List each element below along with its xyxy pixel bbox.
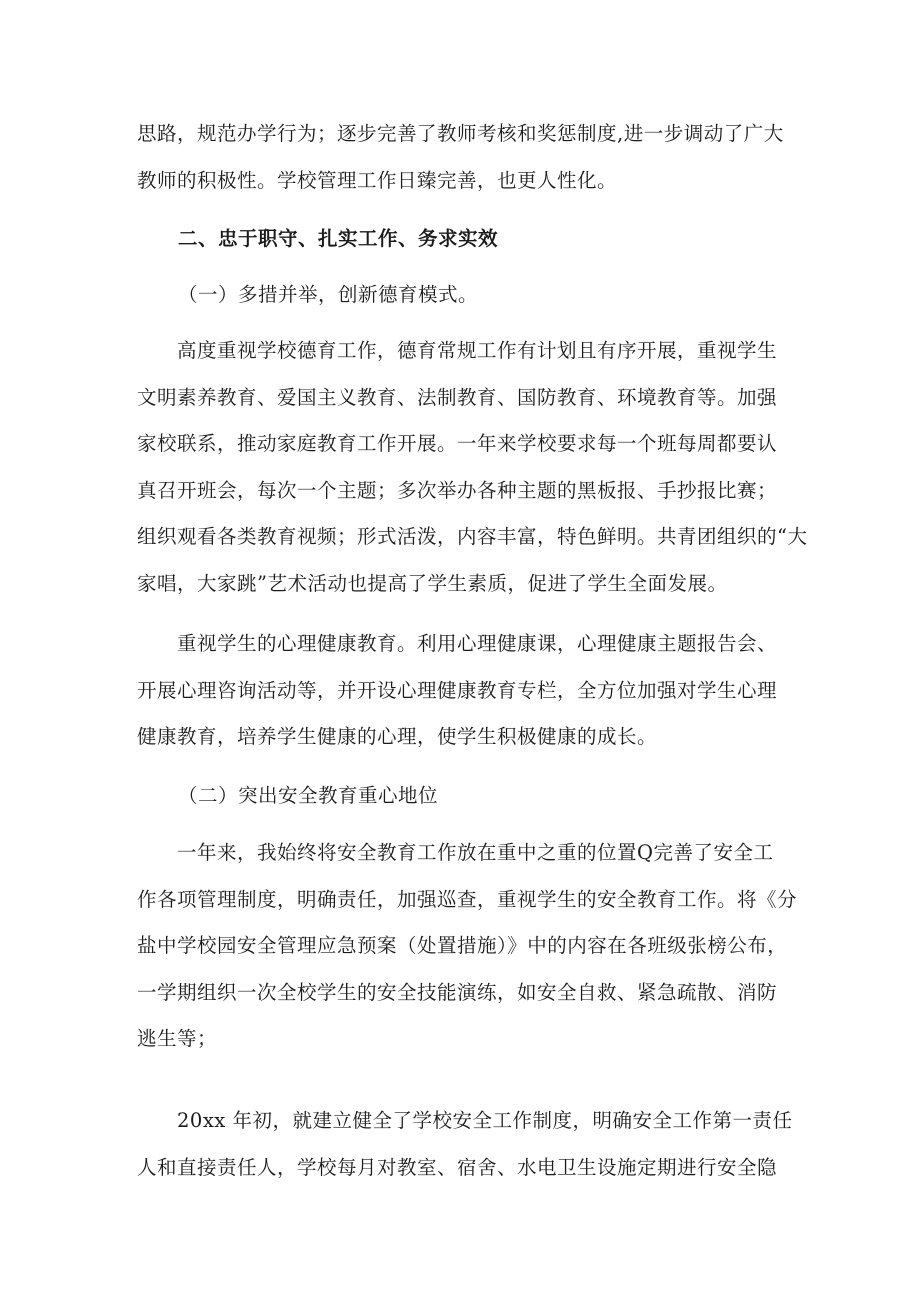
- text-line: 人和直接责任人，学校每月对教室、宿舍、水电卫生设施定期进行安全隐: [137, 1155, 778, 1179]
- text-line: 重视学生的心理健康教育。利用心理健康课，心理健康主题报告会、: [137, 632, 778, 655]
- text-line: 真召开班会，每次一个主题；多次举办各种主题的黑板报、手抄报比赛；: [137, 478, 778, 502]
- text-line: 文明素养教育、爱国主义教育、法制教育、国防教育、环境教育等。加强: [137, 385, 778, 409]
- paragraph-5: [137, 1098, 792, 1191]
- text-line: 盐中学校园安全管理应急预案（处置措施）》中的内容在各班级张榜公布，: [137, 934, 788, 957]
- text-line: 高度重视学校德育工作，德育常规工作有计划且有序开展，重视学生: [137, 339, 778, 362]
- text-line: 思路，规范办学行为；逐步完善了教师考核和奖惩制度,进一步调动了广大: [137, 122, 784, 145]
- section-heading: 二、忠于职守、扎实工作、务求实效: [178, 227, 499, 250]
- text-line: 家校联系，推动家庭教育工作开展。一年来学校要求每一个班每周都要认: [137, 432, 778, 455]
- text-line: 健康教育，培养学生健康的心理，使学生积极健康的成长。: [137, 725, 658, 748]
- text-line: 作各项管理制度，明确责任，加强巡查，重视学生的安全教育工作。将《分: [137, 887, 798, 911]
- text-line: 开展心理咨询活动等，并开设心理健康教育专栏，全方位加强对学生心理: [137, 678, 778, 702]
- text-line: 组织观看各类教育视频；形式活泼，内容丰富，特色鲜明。共青团组织的“大: [137, 525, 808, 548]
- paragraph-2: [137, 328, 808, 607]
- text-line: 一学期组织一次全校学生的安全技能演练，如安全自救、紧急疏散、消防: [137, 980, 778, 1004]
- subsection-heading-1: （一）多措并举，创新德育模式。: [178, 283, 479, 306]
- paragraph-3: [137, 621, 792, 761]
- subsection-heading-2: （二）突出安全教育重心地位: [178, 784, 439, 807]
- text-line: 家唱，大家跳”艺术活动也提高了学生素质，促进了学生全面发展。: [137, 571, 728, 595]
- text-line: 教师的积极性。学校管理工作日臻完善，也更人性化。: [137, 168, 618, 192]
- text-line: 20xx 年初，就建立健全了学校安全工作制度，明确安全工作第一责任: [137, 1109, 793, 1132]
- text-line: 逃生等；: [137, 1027, 218, 1050]
- text-line: 一年来，我始终将安全教育工作放在重中之重的位置Q完善了安全工: [137, 841, 774, 864]
- paragraph-4: [137, 830, 798, 1063]
- paragraph-1: [137, 111, 792, 204]
